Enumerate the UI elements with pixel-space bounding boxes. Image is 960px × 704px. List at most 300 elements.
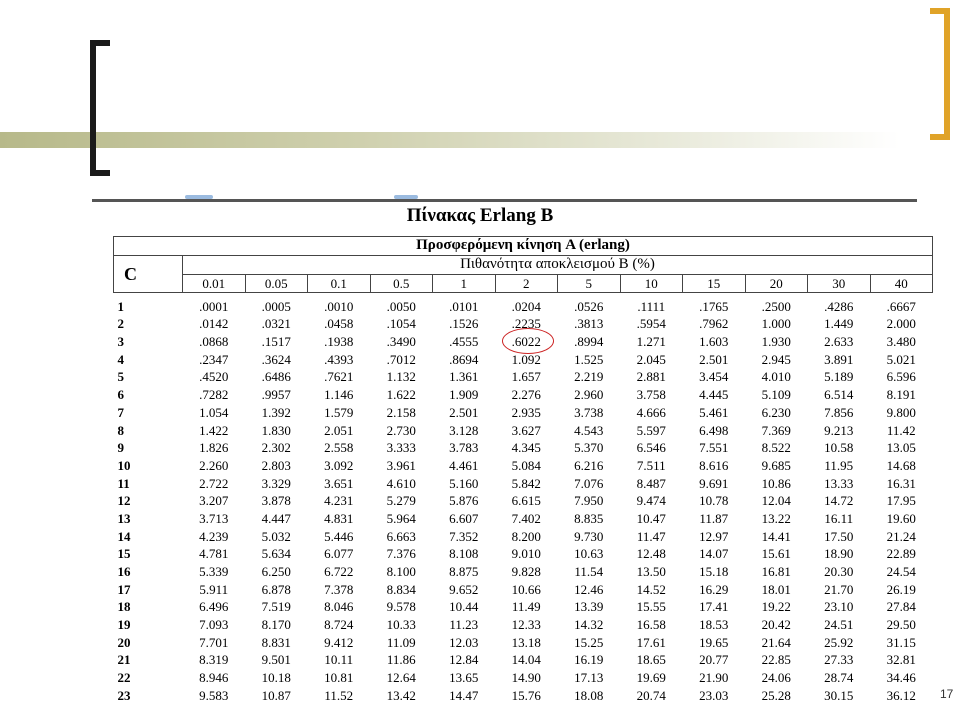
table-cell: 20.77	[699, 652, 729, 668]
table-cell: 2.730	[386, 422, 416, 438]
erlang-b-table	[113, 236, 933, 704]
table-cell: .1526	[449, 316, 479, 332]
table-cell: 2.945	[761, 351, 791, 367]
decorative-bar	[0, 132, 900, 148]
table-cell: .3624	[261, 351, 291, 367]
table-cell: 10.44	[449, 599, 479, 615]
table-cell: 5.279	[386, 493, 416, 509]
table-cell: 12.84	[449, 652, 479, 668]
table-cell: 3.329	[261, 475, 291, 491]
table-cell: 6.496	[199, 599, 229, 615]
table-row	[114, 669, 933, 687]
table-cell: .8694	[449, 351, 479, 367]
table-row	[114, 333, 933, 351]
table-row	[114, 527, 933, 545]
table-cell: 15.55	[636, 599, 666, 615]
table-cell: 21.64	[761, 634, 791, 650]
table-cell: 15.18	[699, 564, 729, 580]
table-cell: 5.160	[449, 475, 479, 491]
table-cell: 19.22	[761, 599, 791, 615]
row-channel-count: 23	[117, 687, 131, 703]
table-cell: 12.48	[636, 546, 666, 562]
table-cell: 20.42	[761, 617, 791, 633]
table-cell: 2.633	[824, 334, 854, 350]
table-cell: 8.724	[324, 617, 354, 633]
table-cell: 2.881	[636, 369, 666, 385]
row-channel-count: 15	[117, 546, 131, 562]
table-cell: 6.250	[261, 564, 291, 580]
table-cell: 1.622	[386, 387, 416, 403]
table-cell: 13.50	[636, 564, 666, 580]
column-header: 10	[620, 274, 683, 293]
column-header: 20	[745, 274, 808, 293]
table-cell: 11.52	[324, 687, 354, 703]
table-cell: 10.81	[324, 670, 354, 686]
table-cell: 3.891	[824, 351, 854, 367]
table-cell: 10.86	[761, 475, 791, 491]
table-cell: 3.651	[324, 475, 354, 491]
table-cell: .2347	[199, 351, 229, 367]
table-cell: 1.930	[761, 334, 791, 350]
table-cell: 6.077	[324, 546, 354, 562]
table-cell: 1.361	[449, 369, 479, 385]
table-cell: 1.271	[636, 334, 666, 350]
table-cell: 8.946	[199, 670, 229, 686]
table-cell: 2.000	[886, 316, 916, 332]
table-cell: 3.878	[261, 493, 291, 509]
table-cell: 10.87	[261, 687, 291, 703]
table-cell: 10.58	[824, 440, 854, 456]
table-cell: 15.25	[574, 634, 604, 650]
table-cell: 7.551	[699, 440, 729, 456]
table-cell: 21.24	[886, 528, 916, 544]
table-cell: 13.39	[574, 599, 604, 615]
table-cell: 17.13	[574, 670, 604, 686]
table-cell: 3.713	[199, 510, 229, 526]
table-cell: 17.50	[824, 528, 854, 544]
table-cell: 16.19	[574, 652, 604, 668]
table-cell: .1054	[386, 316, 416, 332]
row-channel-count: 12	[117, 493, 131, 509]
table-cell: 4.461	[449, 457, 479, 473]
table-cell: .0321	[261, 316, 291, 332]
table-cell: 29.50	[886, 617, 916, 633]
table-cell: 18.65	[636, 652, 666, 668]
table-cell: 8.522	[761, 440, 791, 456]
table-cell: 23.03	[699, 687, 729, 703]
row-channel-count: 11	[117, 475, 130, 491]
table-cell: 32.81	[886, 652, 916, 668]
table-cell: 6.663	[386, 528, 416, 544]
table-cell: 14.47	[449, 687, 479, 703]
table-cell: 11.49	[511, 599, 541, 615]
table-cell: 5.842	[511, 475, 541, 491]
table-cell: 12.03	[449, 634, 479, 650]
table-cell: .0101	[449, 298, 479, 314]
table-cell: 1.146	[324, 387, 354, 403]
table-cell: .4286	[824, 298, 854, 314]
header-blocking-probability: Πιθανότητα αποκλεισμού B (%)	[183, 255, 933, 274]
row-channel-count: 8	[117, 422, 124, 438]
table-cell: 9.828	[511, 564, 541, 580]
table-cell: .3813	[574, 316, 604, 332]
table-cell: 1.826	[199, 440, 229, 456]
table-cell: 10.63	[574, 546, 604, 562]
table-cell: .0001	[199, 298, 229, 314]
table-cell: 4.445	[699, 387, 729, 403]
table-cell: 5.461	[699, 404, 729, 420]
table-cell: 2.158	[386, 404, 416, 420]
header-row-columns	[114, 274, 933, 293]
table-cell: 2.803	[261, 457, 291, 473]
right-bracket-decoration	[930, 8, 950, 140]
table-cell: .2500	[761, 298, 791, 314]
table-cell: 9.583	[199, 687, 229, 703]
row-channel-count: 19	[117, 617, 131, 633]
table-cell: 7.950	[574, 493, 604, 509]
table-cell: 10.78	[699, 493, 729, 509]
table-cell: 8.108	[449, 546, 479, 562]
table-cell: 3.480	[886, 334, 916, 350]
table-cell: 12.46	[574, 581, 604, 597]
table-cell: 13.22	[761, 510, 791, 526]
row-channel-count: 10	[117, 457, 131, 473]
table-row	[114, 616, 933, 634]
table-cell: 8.875	[449, 564, 479, 580]
table-cell: 8.191	[886, 387, 916, 403]
table-cell: 2.302	[261, 440, 291, 456]
table-cell: .1938	[324, 334, 354, 350]
table-cell: 9.800	[886, 404, 916, 420]
table-cell: 11.47	[636, 528, 666, 544]
table-cell: 22.85	[761, 652, 791, 668]
row-channel-count: 17	[117, 581, 131, 597]
table-cell: 10.33	[386, 617, 416, 633]
table-cell: 8.046	[324, 599, 354, 615]
row-channel-count: 3	[117, 334, 124, 350]
table-cell: 1.054	[199, 404, 229, 420]
table-cell: 6.230	[761, 404, 791, 420]
table-cell: 6.498	[699, 422, 729, 438]
table-cell: 14.72	[824, 493, 854, 509]
table-cell: 5.021	[886, 351, 916, 367]
table-row	[114, 439, 933, 457]
column-header: 2	[495, 274, 558, 293]
table-cell: 10.47	[636, 510, 666, 526]
table-cell: 19.60	[886, 510, 916, 526]
table-cell: 6.607	[449, 510, 479, 526]
table-cell: 4.239	[199, 528, 229, 544]
table-cell: 2.722	[199, 475, 229, 491]
table-cell: 9.010	[511, 546, 541, 562]
table-cell: 7.519	[261, 599, 291, 615]
table-cell: 3.627	[511, 422, 541, 438]
table-cell: 1.909	[449, 387, 479, 403]
table-cell: 25.28	[761, 687, 791, 703]
table-row	[114, 598, 933, 616]
table-cell: 14.32	[574, 617, 604, 633]
table-cell: 2.051	[324, 422, 354, 438]
table-cell: 5.911	[199, 581, 229, 597]
table-cell: 11.54	[574, 564, 604, 580]
row-channel-count: 1	[117, 298, 124, 314]
table-cell: 11.86	[386, 652, 416, 668]
table-cell: 28.74	[824, 670, 854, 686]
table-cell: 3.961	[386, 457, 416, 473]
table-row	[114, 368, 933, 386]
table-cell: .0010	[324, 298, 354, 314]
table-cell: 9.578	[386, 599, 416, 615]
table-cell: 8.319	[199, 652, 229, 668]
table-cell: 10.11	[324, 652, 354, 668]
table-cell: 18.08	[574, 687, 604, 703]
header-c: C	[114, 255, 183, 293]
table-cell: 8.835	[574, 510, 604, 526]
table-cell	[495, 333, 558, 351]
table-cell: .0005	[261, 298, 291, 314]
table-cell: .6667	[886, 298, 916, 314]
table-cell: 7.378	[324, 581, 354, 597]
table-cell: 6.216	[574, 457, 604, 473]
table-row	[114, 633, 933, 651]
table-row	[114, 293, 933, 315]
table-cell: 6.514	[824, 387, 854, 403]
table-cell: 3.333	[386, 440, 416, 456]
table-cell: 2.558	[324, 440, 354, 456]
table-cell: 11.95	[824, 457, 854, 473]
table-row	[114, 580, 933, 598]
table-cell: 9.501	[261, 652, 291, 668]
table-cell: 10.18	[261, 670, 291, 686]
table-cell: 5.964	[386, 510, 416, 526]
row-channel-count: 18	[117, 599, 131, 615]
table-cell: 14.04	[511, 652, 541, 668]
table-cell: 5.370	[574, 440, 604, 456]
table-cell: 9.474	[636, 493, 666, 509]
table-cell: 4.543	[574, 422, 604, 438]
row-channel-count: 9	[117, 440, 124, 456]
table-row	[114, 651, 933, 669]
table-cell: 3.454	[699, 369, 729, 385]
table-cell: 2.219	[574, 369, 604, 385]
table-row	[114, 545, 933, 563]
table-cell: 4.447	[261, 510, 291, 526]
table-cell: 14.90	[511, 670, 541, 686]
table-cell: 13.05	[886, 440, 916, 456]
table-cell: .9957	[261, 387, 291, 403]
table-cell: 1.132	[386, 369, 416, 385]
table-cell: 18.01	[761, 581, 791, 597]
table-cell: 9.691	[699, 475, 729, 491]
circled-value: .6022	[511, 334, 541, 350]
table-cell: 2.276	[511, 387, 541, 403]
table-cell: 7.402	[511, 510, 541, 526]
table-cell: 11.09	[386, 634, 416, 650]
column-header: 0.1	[308, 274, 371, 293]
table-cell: 21.70	[824, 581, 854, 597]
table-row	[114, 563, 933, 581]
header-row-top	[114, 237, 933, 256]
table-cell: 12.33	[511, 617, 541, 633]
table-cell: 14.07	[699, 546, 729, 562]
table-cell: 4.831	[324, 510, 354, 526]
row-channel-count: 5	[117, 369, 124, 385]
table-cell: 2.960	[574, 387, 604, 403]
column-header: 15	[683, 274, 746, 293]
table-cell: 6.596	[886, 369, 916, 385]
table-row	[114, 404, 933, 422]
table-cell: .3490	[386, 334, 416, 350]
table-cell: 24.54	[886, 564, 916, 580]
table-cell: 5.084	[511, 457, 541, 473]
table-cell: 6.615	[511, 493, 541, 509]
table-cell: 3.783	[449, 440, 479, 456]
table-cell: .2235	[511, 316, 541, 332]
table-cell: 24.06	[761, 670, 791, 686]
table-cell: 12.04	[761, 493, 791, 509]
table-cell: 36.12	[886, 687, 916, 703]
table-cell: 5.446	[324, 528, 354, 544]
table-cell: 6.546	[636, 440, 666, 456]
table-cell: .5954	[636, 316, 666, 332]
table-cell: 11.87	[699, 510, 729, 526]
table-cell: 1.579	[324, 404, 354, 420]
table-cell: .0142	[199, 316, 229, 332]
table-cell: 2.260	[199, 457, 229, 473]
table-cell: 3.128	[449, 422, 479, 438]
table-cell: 4.666	[636, 404, 666, 420]
row-channel-count: 6	[117, 387, 124, 403]
table-cell: 2.935	[511, 404, 541, 420]
table-cell: 20.30	[824, 564, 854, 580]
table-cell: .0868	[199, 334, 229, 350]
table-cell: 4.345	[511, 440, 541, 456]
table-cell: 1.830	[261, 422, 291, 438]
table-cell: 4.610	[386, 475, 416, 491]
table-cell: 24.51	[824, 617, 854, 633]
table-cell: 8.834	[386, 581, 416, 597]
column-header: 1	[433, 274, 496, 293]
table-cell: 5.032	[261, 528, 291, 544]
table-cell: 12.64	[386, 670, 416, 686]
table-cell: .7282	[199, 387, 229, 403]
table-cell: 2.045	[636, 351, 666, 367]
table-cell: 11.42	[886, 422, 916, 438]
table-cell: 1.392	[261, 404, 291, 420]
table-cell: .0526	[574, 298, 604, 314]
table-row	[114, 421, 933, 439]
table-cell: 8.170	[261, 617, 291, 633]
table-cell: 9.412	[324, 634, 354, 650]
table-cell: 7.701	[199, 634, 229, 650]
table-cell: 5.634	[261, 546, 291, 562]
table-cell: .0458	[324, 316, 354, 332]
row-channel-count: 22	[117, 670, 131, 686]
table-cell: 6.722	[324, 564, 354, 580]
table-cell: 4.010	[761, 369, 791, 385]
page-number: 17	[940, 687, 954, 701]
table-cell: .4393	[324, 351, 354, 367]
column-header: 0.5	[370, 274, 433, 293]
table-cell: 21.90	[699, 670, 729, 686]
table-cell: 27.84	[886, 599, 916, 615]
table-cell: 13.65	[449, 670, 479, 686]
row-channel-count: 13	[117, 510, 131, 526]
table-cell: 1.092	[511, 351, 541, 367]
table-cell: 16.29	[699, 581, 729, 597]
table-row	[114, 474, 933, 492]
row-channel-count: 20	[117, 634, 131, 650]
table-cell: 6.878	[261, 581, 291, 597]
table-cell: 7.511	[636, 457, 666, 473]
table-cell: 13.18	[511, 634, 541, 650]
table-cell: 5.339	[199, 564, 229, 580]
column-header: 40	[870, 274, 933, 293]
table-cell: 18.90	[824, 546, 854, 562]
table-cell: 13.33	[824, 475, 854, 491]
table-cell: .1517	[261, 334, 291, 350]
table-cell: 25.92	[824, 634, 854, 650]
table-cell: 18.53	[699, 617, 729, 633]
table-cell: 7.856	[824, 404, 854, 420]
table-row	[114, 457, 933, 475]
table-cell: 4.231	[324, 493, 354, 509]
column-header: 0.01	[183, 274, 246, 293]
column-header: 30	[808, 274, 871, 293]
table-cell: 8.200	[511, 528, 541, 544]
table-cell: 17.41	[699, 599, 729, 615]
table-cell: 5.189	[824, 369, 854, 385]
table-cell: 12.97	[699, 528, 729, 544]
table-cell: .0204	[511, 298, 541, 314]
table-cell: 7.352	[449, 528, 479, 544]
table-cell: 7.376	[386, 546, 416, 562]
table-cell: 5.109	[761, 387, 791, 403]
table-cell: .7621	[324, 369, 354, 385]
table-cell: .7962	[699, 316, 729, 332]
row-channel-count: 4	[117, 351, 124, 367]
table-cell: 31.15	[886, 634, 916, 650]
table-cell: .8994	[574, 334, 604, 350]
title-rule	[92, 199, 917, 202]
table-cell: 17.61	[636, 634, 666, 650]
table-cell: 34.46	[886, 670, 916, 686]
table-cell: 9.730	[574, 528, 604, 544]
table-cell: 8.487	[636, 475, 666, 491]
table-row	[114, 386, 933, 404]
table-cell: 30.15	[824, 687, 854, 703]
table-cell: .4555	[449, 334, 479, 350]
row-channel-count: 7	[117, 404, 124, 420]
table-cell: 8.100	[386, 564, 416, 580]
table-cell: 23.10	[824, 599, 854, 615]
table-cell: 1.449	[824, 316, 854, 332]
table-row	[114, 510, 933, 528]
table-cell: 1.603	[699, 334, 729, 350]
header-offered-traffic: Προσφερόμενη κίνηση A (erlang)	[114, 237, 933, 256]
table-cell: 14.52	[636, 581, 666, 597]
table-cell: 10.66	[511, 581, 541, 597]
table-cell: .4520	[199, 369, 229, 385]
table-cell: 14.41	[761, 528, 791, 544]
table-cell: 27.33	[824, 652, 854, 668]
table-cell: 7.369	[761, 422, 791, 438]
row-channel-count: 16	[117, 564, 131, 580]
table-cell: 14.68	[886, 457, 916, 473]
table-cell: 2.501	[449, 404, 479, 420]
table-cell: 5.876	[449, 493, 479, 509]
table-cell: 1.000	[761, 316, 791, 332]
